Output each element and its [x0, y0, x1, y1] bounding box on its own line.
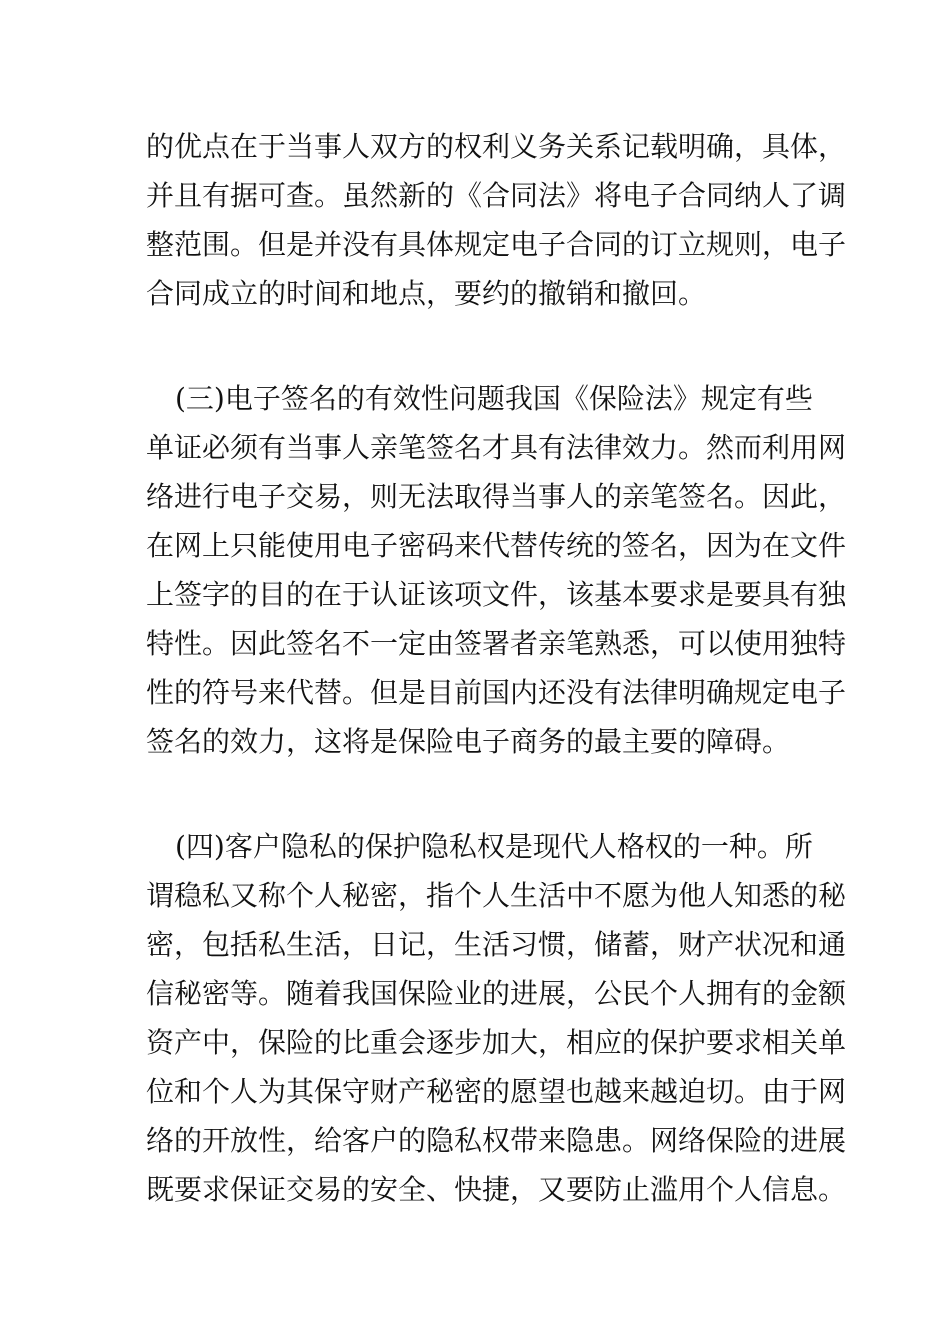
text-line: 特性。因此签名不一定由签署者亲笔熟悉，可以使用独特 — [146, 627, 847, 660]
text-line: 络进行电子交易，则无法取得当事人的亲笔签名。因此， — [146, 480, 847, 513]
text-line: 签名的效力，这将是保险电子商务的最主要的障碍。 — [146, 725, 791, 758]
text-line: 并且有据可查。虽然新的《合同法》将电子合同纳人了调 — [146, 179, 847, 212]
paragraph-electronic-signature — [146, 374, 847, 766]
text-line: 性的符号来代替。但是目前国内还没有法律明确规定电子 — [146, 676, 847, 709]
section-heading-line: (三)电子签名的有效性问题我国《保险法》规定有些 — [175, 382, 813, 415]
section-heading-line: (四)客户隐私的保护隐私权是现代人格权的一种。所 — [175, 830, 813, 863]
text-line: 在网上只能使用电子密码来代替传统的签名，因为在文件 — [146, 529, 847, 562]
text-line: 络的开放性，给客户的隐私权带来隐患。网络保险的进展 — [146, 1124, 847, 1157]
text-line: 密，包括私生活，日记，生活习惯，储蓄，财产状况和通 — [146, 928, 847, 961]
text-line: 位和个人为其保守财产秘密的愿望也越来越迫切。由于网 — [146, 1075, 847, 1108]
paragraph-customer-privacy — [146, 822, 847, 1214]
text-line: 单证必须有当事人亲笔签名才具有法律效力。然而利用网 — [146, 431, 847, 464]
paragraph-contract-continuation — [146, 122, 847, 318]
text-line: 的优点在于当事人双方的权利义务关系记载明确，具体， — [146, 130, 847, 163]
text-line: 上签字的目的在于认证该项文件，该基本要求是要具有独 — [146, 578, 847, 611]
text-line: 资产中，保险的比重会逐步加大，相应的保护要求相关单 — [146, 1026, 847, 1059]
text-line: 既要求保证交易的安全、快捷，又要防止滥用个人信息。 — [146, 1173, 847, 1206]
text-line: 谓稳私又称个人秘密，指个人生活中不愿为他人知悉的秘 — [146, 879, 847, 912]
text-line: 信秘密等。随着我国保险业的进展，公民个人拥有的金额 — [146, 977, 847, 1010]
text-line: 整范围。但是并没有具体规定电子合同的订立规则，电子 — [146, 228, 847, 261]
text-line: 合同成立的时间和地点，要约的撤销和撤回。 — [146, 277, 707, 310]
